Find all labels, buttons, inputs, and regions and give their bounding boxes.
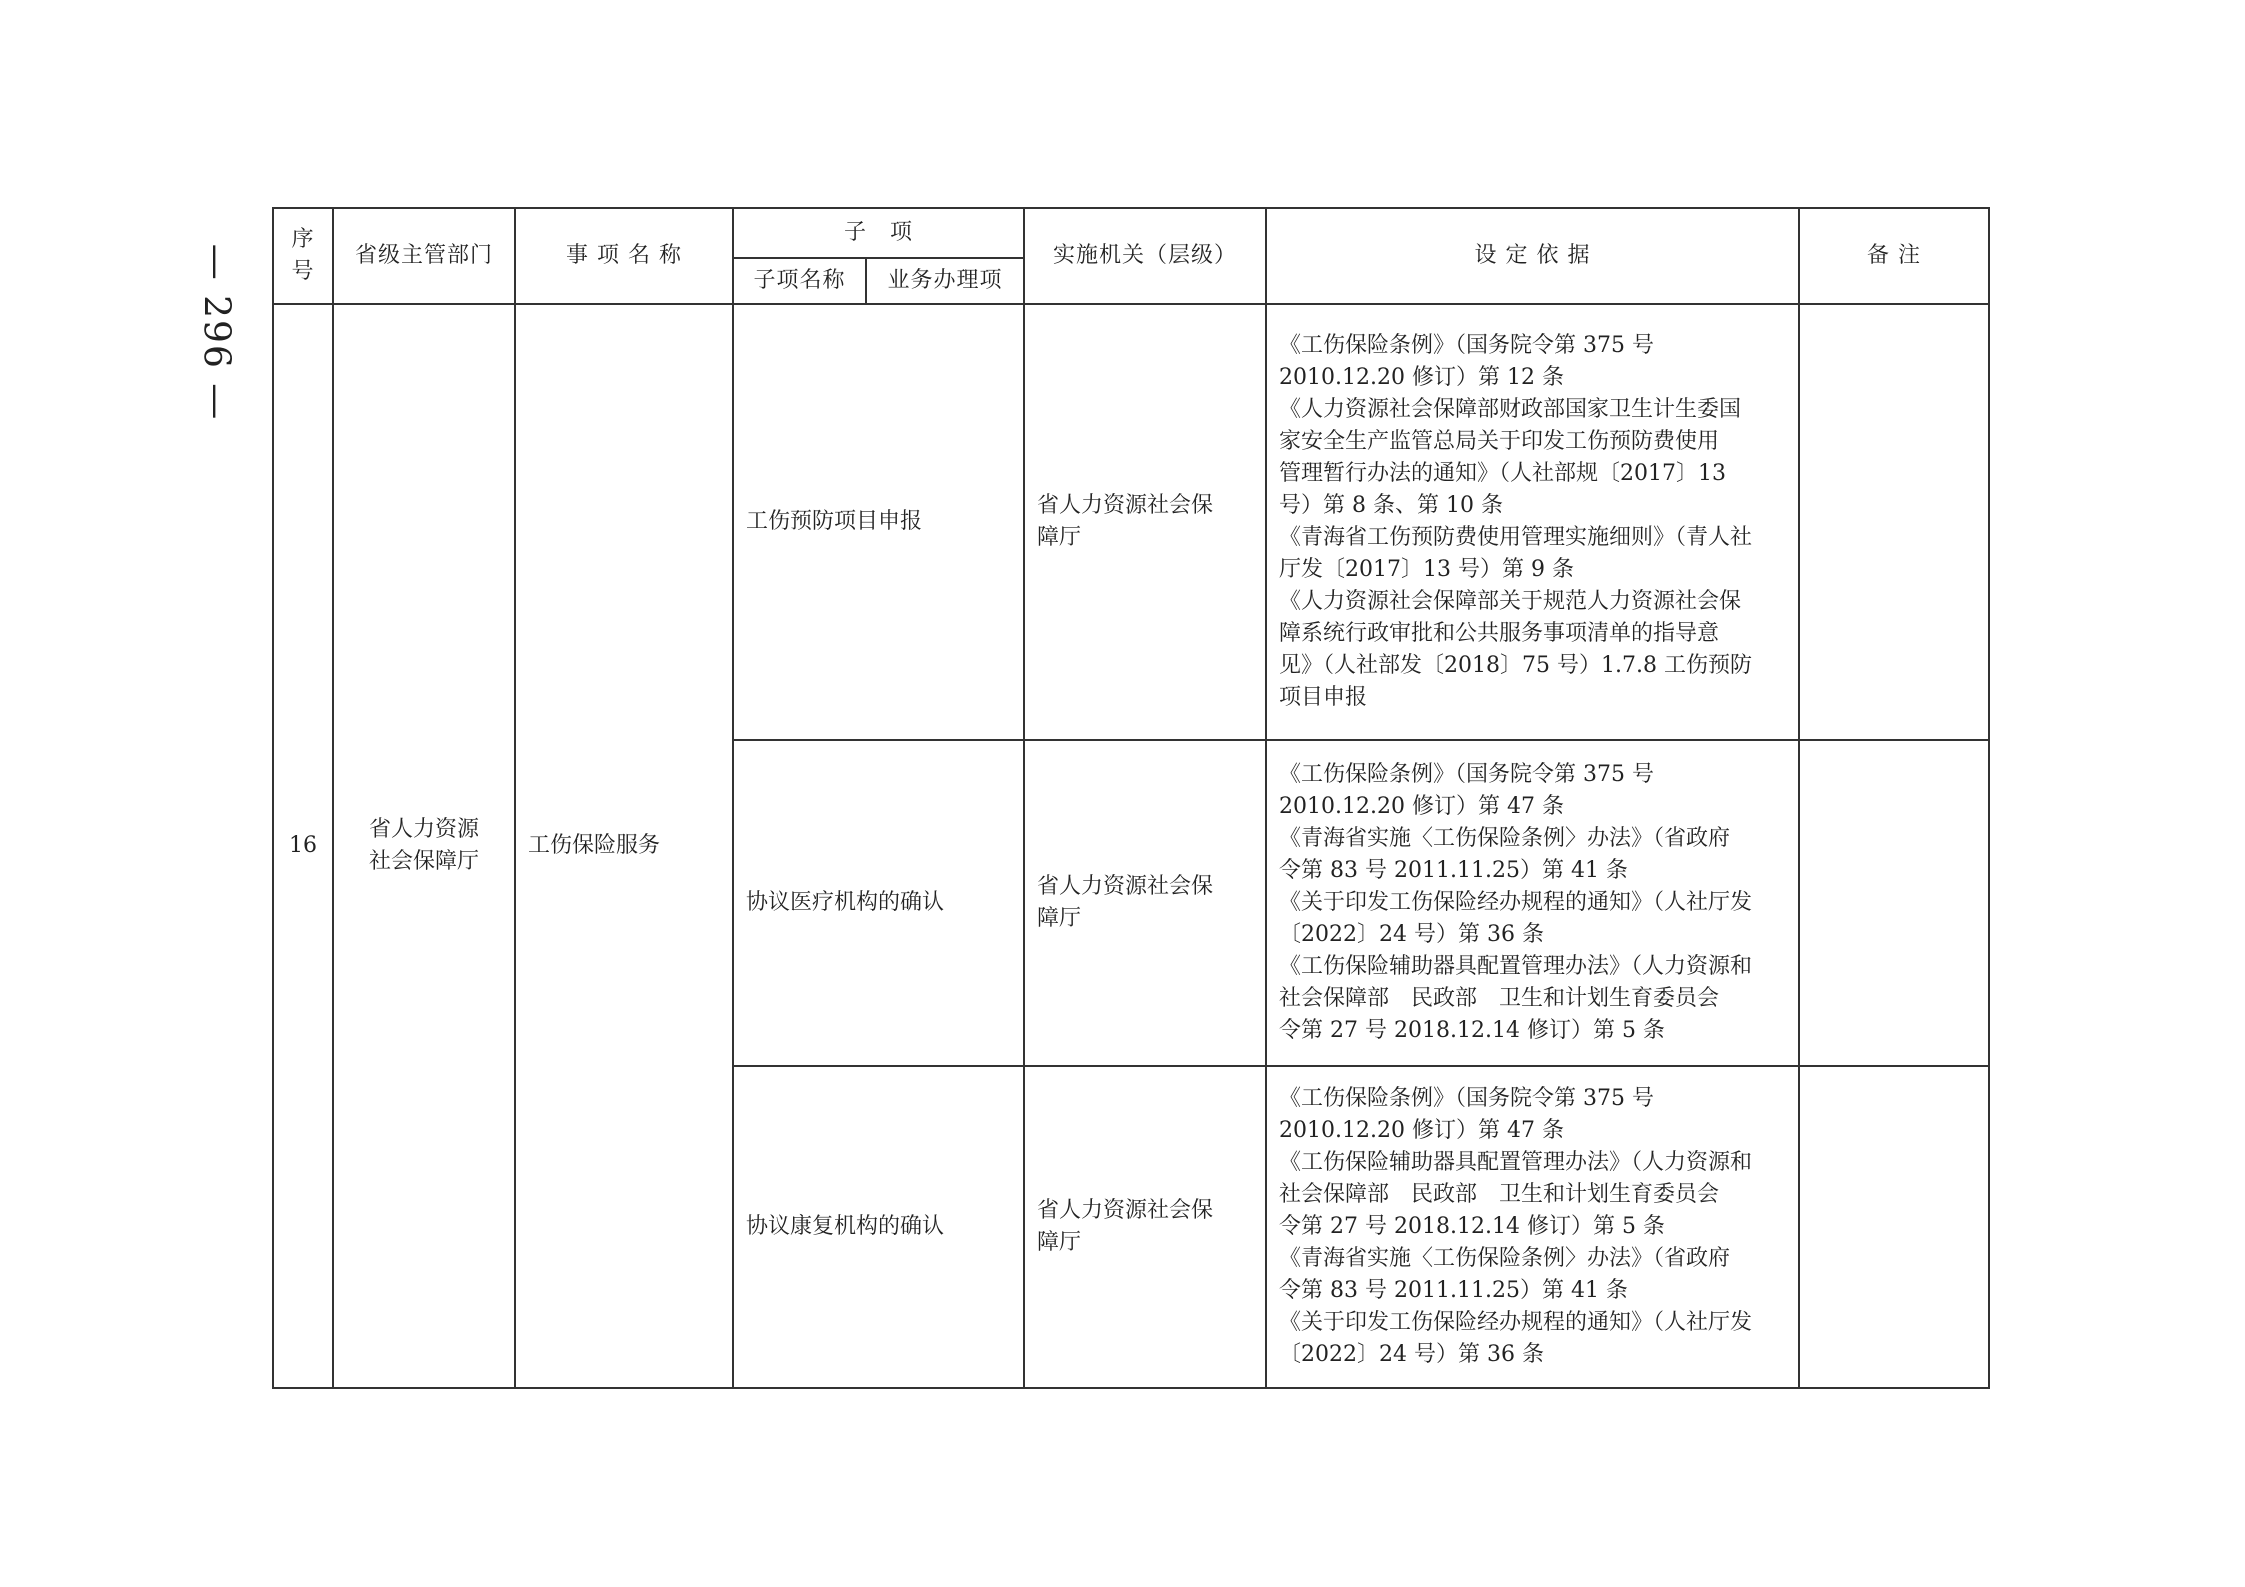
basis-line: 令第 27 号 2018.12.14 修订）第 5 条 — [1279, 1018, 1665, 1043]
basis-line: 社会保障部 民政部 卫生和计划生育委员会 — [1279, 986, 1720, 1011]
basis-line: 《工伤保险条例》（国务院令第 375 号 — [1279, 762, 1654, 787]
agency-line: 省人力资源社会保 — [1037, 1198, 1214, 1223]
basis-line: 见》（人社部发〔2018〕75 号）1.7.8 工伤预防 — [1279, 653, 1752, 678]
basis-line: 社会保障部 民政部 卫生和计划生育委员会 — [1279, 1182, 1720, 1207]
cell-remarks — [1799, 740, 1989, 1066]
cell-agency — [1024, 740, 1266, 1066]
header-remarks: 备 注 — [1799, 208, 1989, 304]
basis-line: 号）第 8 条、第 10 条 — [1279, 493, 1503, 518]
dept-line: 社会保障厅 — [368, 849, 479, 874]
basis-line: 《人力资源社会保障部关于规范人力资源社会保 — [1279, 589, 1742, 614]
cell-subitem-name: 协议医疗机构的确认 — [733, 740, 1024, 1066]
header-basis: 设 定 依 据 — [1266, 208, 1799, 304]
basis-line: 〔2022〕24 号）第 36 条 — [1279, 922, 1544, 947]
basis-line: 〔2022〕24 号）第 36 条 — [1279, 1342, 1544, 1367]
basis-line: 厅发〔2017〕13 号）第 9 条 — [1279, 557, 1574, 582]
basis-line: 2010.12.20 修订）第 12 条 — [1279, 365, 1564, 390]
basis-line: 《关于印发工伤保险经办规程的通知》（人社厅发 — [1279, 890, 1753, 915]
basis-line: 《工伤保险辅助器具配置管理办法》（人力资源和 — [1279, 954, 1753, 979]
header-sub-item-name: 子项名称 — [733, 258, 866, 304]
page-number-text: — 296 — — [195, 243, 237, 421]
basis-line: 《人力资源社会保障部财政部国家卫生计生委国 — [1279, 397, 1742, 422]
cell-agency — [1024, 1066, 1266, 1388]
agency-line: 障厅 — [1037, 525, 1082, 550]
cell-subitem-name: 协议康复机构的确认 — [733, 1066, 1024, 1388]
header-business-item: 业务办理项 — [866, 258, 1024, 304]
basis-line: 《青海省实施〈工伤保险条例〉办法》（省政府 — [1279, 826, 1731, 851]
basis-line: 《关于印发工伤保险经办规程的通知》（人社厅发 — [1279, 1310, 1753, 1335]
basis-line: 令第 83 号 2011.11.25）第 41 条 — [1279, 858, 1628, 883]
cell-subitem-name: 工伤预防项目申报 — [733, 304, 1024, 740]
basis-line: 2010.12.20 修订）第 47 条 — [1279, 1118, 1564, 1143]
cell-seq: 16 — [273, 304, 333, 1388]
basis-line: 障系统行政审批和公共服务事项清单的指导意 — [1279, 621, 1720, 646]
agency-line: 省人力资源社会保 — [1037, 874, 1214, 899]
cell-basis — [1266, 1066, 1799, 1388]
header-row-1 — [273, 208, 1989, 258]
cell-agency — [1024, 304, 1266, 740]
basis-line: 2010.12.20 修订）第 47 条 — [1279, 794, 1564, 819]
basis-line: 令第 27 号 2018.12.14 修订）第 5 条 — [1279, 1214, 1665, 1239]
basis-line: 《青海省实施〈工伤保险条例〉办法》（省政府 — [1279, 1246, 1731, 1271]
basis-line: 《工伤保险辅助器具配置管理办法》（人力资源和 — [1279, 1150, 1753, 1175]
header-dept: 省级主管部门 — [333, 208, 515, 304]
cell-dept — [333, 304, 515, 1388]
basis-line: 《工伤保险条例》（国务院令第 375 号 — [1279, 1086, 1654, 1111]
cell-item-name: 工伤保险服务 — [515, 304, 733, 1388]
agency-line: 障厅 — [1037, 1230, 1082, 1255]
basis-line: 令第 83 号 2011.11.25）第 41 条 — [1279, 1278, 1628, 1303]
header-item-name: 事 项 名 称 — [515, 208, 733, 304]
basis-line: 家安全生产监管总局关于印发工伤预防费使用 — [1279, 429, 1720, 454]
header-agency: 实施机关（层级） — [1024, 208, 1266, 304]
cell-remarks — [1799, 304, 1989, 740]
cell-basis — [1266, 304, 1799, 740]
basis-line: 项目申报 — [1279, 685, 1368, 710]
agency-line: 障厅 — [1037, 906, 1082, 931]
header-sub-item: 子 项 — [733, 208, 1024, 258]
basis-line: 管理暂行办法的通知》（人社部规〔2017〕13 — [1279, 461, 1726, 486]
page-number — [186, 243, 246, 421]
basis-line: 《工伤保险条例》（国务院令第 375 号 — [1279, 333, 1654, 358]
dept-line: 省人力资源 — [368, 817, 479, 842]
cell-basis — [1266, 740, 1799, 1066]
table-row — [273, 304, 1989, 740]
basis-line: 《青海省工伤预防费使用管理实施细则》（青人社 — [1279, 525, 1753, 550]
agency-line: 省人力资源社会保 — [1037, 493, 1214, 518]
header-seq: 序号 — [273, 208, 333, 304]
cell-remarks — [1799, 1066, 1989, 1388]
items-table — [272, 207, 1990, 1389]
